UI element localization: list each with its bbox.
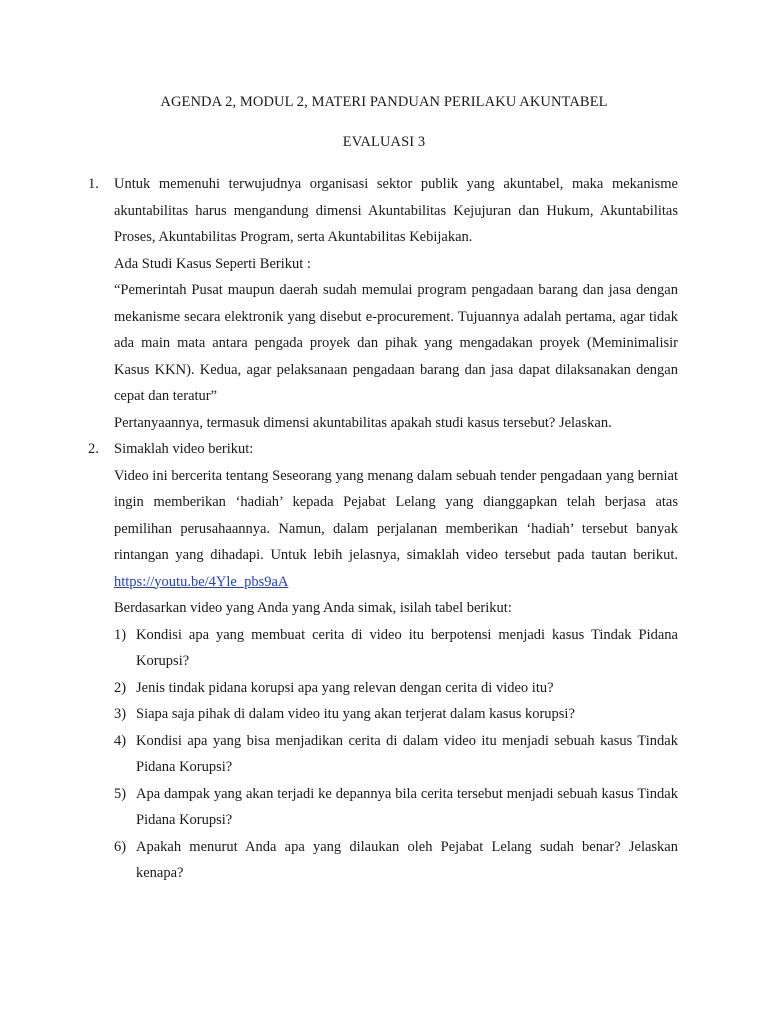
- document-subtitle: EVALUASI 3: [342, 134, 426, 150]
- sub-question-number: 3): [114, 706, 127, 722]
- sub-question-text: Apakah menurut Anda apa yang dilaukan oleh Pejabat Lelang sudah benar? Jelaskan kenapa?: [136, 838, 678, 881]
- sub-question-number: 2): [114, 679, 127, 696]
- question-2-intro: Simaklah video berikut:: [114, 441, 254, 457]
- sub-question: [114, 781, 678, 834]
- sub-question: [114, 834, 678, 887]
- question-1: [88, 171, 678, 436]
- sub-question-number: 5): [114, 785, 127, 802]
- sub-question-text: Kondisi apa yang membuat cerita di video itu berpotensi menjadi kasus Tindak Pidana Korupsi?: [136, 626, 678, 669]
- sub-question: [114, 622, 678, 675]
- question-2: [88, 436, 678, 887]
- sub-question-number: 1): [114, 626, 127, 643]
- case-study-label: Ada Studi Kasus Seperti Berikut :: [114, 255, 311, 272]
- video-description-text: Video ini bercerita tentang Seseorang yang menang dalam sebuah tender pengadaan yang berniat ingin memberikan ‘hadiah’ kepada Pejabat Lelang yang dianggapkan telah berjasa atas pemilihan perusahaannya. Namun, dalam perjalanan memberikan ‘hadiah’ tersebut banyak rintangan yang dihadapi. Untuk lebih jelasnya, simaklah video tersebut pada tautan berikut.: [114, 467, 678, 563]
- sub-question: [114, 701, 678, 728]
- sub-question-number: 4): [114, 732, 127, 749]
- video-link[interactable]: https://youtu.be/4Yle_pbs9aA: [114, 573, 289, 590]
- table-instruction: Berdasarkan video yang Anda yang Anda simak, isilah tabel berikut:: [114, 600, 512, 616]
- question-number: 2.: [88, 441, 99, 457]
- sub-question: [114, 728, 678, 781]
- sub-question: [114, 675, 678, 702]
- video-description: [114, 463, 678, 596]
- question-1-intro: Untuk memenuhi terwujudnya organisasi sektor publik yang akuntabel, maka mekanisme akuntabilitas harus mengandung dimensi Akuntabilitas Kejujuran dan Hukum, Akuntabilitas Proses, Akuntabilitas Program, serta Akuntabilitas Kebijakan.: [114, 176, 678, 245]
- document-body: [88, 171, 678, 887]
- sub-question-text: Kondisi apa yang bisa menjadikan cerita di dalam video itu menjadi sebuah kasus Tindak Pidana Korupsi?: [136, 732, 678, 775]
- sub-question-text: Apa dampak yang akan terjadi ke depannya bila cerita tersebut menjadi sebuah kasus Tindak Pidana Korupsi?: [136, 785, 678, 828]
- document-title: AGENDA 2, MODUL 2, MATERI PANDUAN PERILAKU AKUNTABEL: [160, 94, 608, 110]
- question-1-prompt: Pertanyaannya, termasuk dimensi akuntabilitas apakah studi kasus tersebut? Jelaskan.: [114, 414, 612, 431]
- question-number: 1.: [88, 176, 99, 192]
- sub-question-number: 6): [114, 838, 127, 855]
- sub-question-text: Siapa saja pihak di dalam video itu yang akan terjerat dalam kasus korupsi?: [136, 706, 575, 722]
- case-study-text: “Pemerintah Pusat maupun daerah sudah memulai program pengadaan barang dan jasa dengan mekanisme secara elektronik yang disebut e-procurement. Tujuannya adalah pertama, agar tidak ada main mata antara pengada proyek dan pihak yang mengadakan proyek (Meminimalisir Kasus KKN). Kedua, agar pelaksanaan pengadaan barang dan jasa dapat dilaksanakan dengan cepat dan teratur”: [114, 282, 678, 404]
- sub-question-text: Jenis tindak pidana korupsi apa yang relevan dengan cerita di video itu?: [136, 679, 554, 696]
